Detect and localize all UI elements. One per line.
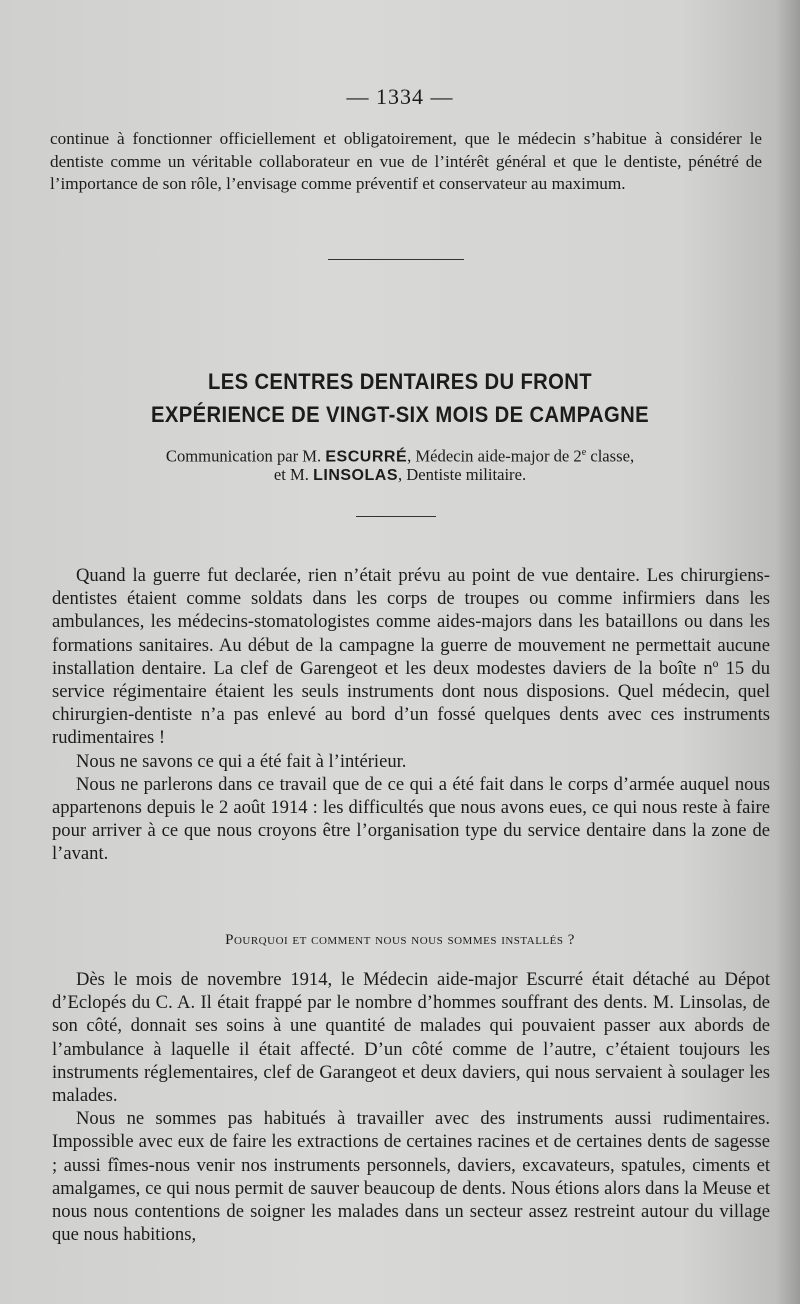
separator-rule-2 [356,516,436,517]
author-1-role-after: classe, [586,446,635,466]
article-title-line-2: EXPÉRIENCE DE VINGT-SIX MOIS DE CAMPAGNE [151,402,649,427]
paragraph: Nous ne parlerons dans ce travail que de ce qui a été fait dans le corps d’armée auquel nous appartenons depuis le 2 août 1914 : les difficultés que nous avons eues, ce qui nous reste à faire pour arriver à ce que nous croyons être l’organisation type du service dentaire dans la zone de l’avant. [52,773,770,865]
body-block-2 [52,968,770,1246]
page-number: — 1334 — [346,84,454,109]
author-1-role-sup: e [581,447,587,458]
communication-connector: et M. [273,465,309,484]
paragraph: Nous ne sommes pas habitués à travailler avec des instruments aussi rudimentaires. Impossible avec eux de faire les extractions de certaines racines et de certaines dents de sagesse ; aussi fîmes-nous venir nos instruments personnels, daviers, excavateurs, spatules, ciments et amalgames, ce qui nous permit de sauver beaucoup de dents. Nous étions alors dans la Meuse et nous nous contentions de soigner les malades dans un secteur assez restreint autour du village que nous habitions, [52,1108,770,1246]
paragraph: Dès le mois de novembre 1914, le Médecin aide-major Escurré était détaché au Dépot d’Eclopés du C. A. Il était frappé par le nombre d’hommes souffrant des dents. M. Linsolas, de son côté, donnait ses soins à une quantité de malades qui pouvaient passer aux abords de l’ambulance à laquelle il était affecté. D’un côté comme de l’autre, c’étaient toujours les instruments réglementaires, clef de Garangeot et deux daviers, qui nous servaient à soulager les malades. [52,969,770,1107]
intro-paragraph [50,128,762,196]
paragraph: Quand la guerre fut declarée, rien n’était prévu au point de vue dentaire. Les chirurgiens-dentistes étaient comme soldats dans les corps de troupes ou comme infirmiers dans les ambulances, les médecins-stomatologistes comme aides-majors dans les bataillons ou dans les formations sanitaires. Au début de la campagne la guerre de mouvement ne permettait aucune installation dentaire. La clef de Garengeot et les deux modestes daviers de la boîte nº 15 du service régimentaire étaient les seuls instruments dont nous disposions. Quel médecin, quel chirurgien-dentiste n’a pas enlevé au bord d’un fossé quelques dents avec ces instruments rudimentaires ! [52,565,770,749]
intro-text: continue à fonctionner officiellement et obligatoirement, que le médecin s’habitue à considérer le dentiste comme un véritable collaborateur en vue de l’intérêt général et que le dentiste, pénétré de l’importance de son rôle, l’envisage comme préventif et conservateur au maximum. [50,129,762,193]
separator-rule [328,259,464,260]
author-1-role-before: , Médecin aide-major de 2 [407,446,582,466]
section-heading: Pourquoi et comment nous nous sommes installés ? [225,932,575,948]
author-2-role: , Dentiste militaire. [397,465,527,484]
author-1-name: ESCURRÉ [325,448,408,466]
communication-line-2 [0,464,800,486]
article-title-line-1: LES CENTRES DENTAIRES DU FRONT [207,369,592,394]
body-block-1 [52,564,770,866]
communication-prefix: Communication par M. [165,446,322,466]
paragraph: Nous ne savons ce qui a été fait à l’intérieur. [76,750,407,772]
author-2-name: LINSOLAS [313,467,398,484]
